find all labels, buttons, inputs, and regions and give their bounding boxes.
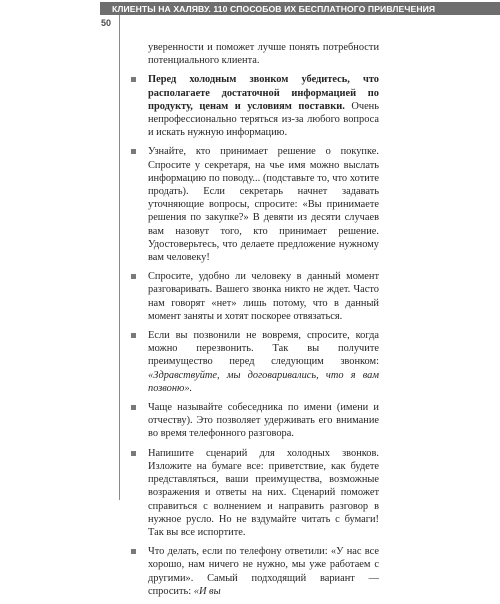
bullet-item-6: [148, 447, 379, 539]
bullet-bold-text: Перед холодным звонком убедитесь, что располагаете достаточной информацией по продукту, ценам и условиям поставки.: [148, 74, 379, 112]
bullet-italic-text: «Здравствуйте, мы договаривались, что я вам позвоню».: [148, 369, 379, 394]
bullet-item-4: [148, 329, 379, 395]
intro-text: уверенности и поможет лучше понять потребности потенциального клиента.: [148, 42, 379, 67]
square-bullet-icon: [131, 451, 136, 456]
bullet-item-5: [148, 401, 379, 441]
intro-paragraph: [148, 41, 379, 67]
square-bullet-icon: [131, 549, 136, 554]
bullet-item-7: [148, 545, 379, 598]
bullet-text: Спросите, удобно ли человеку в данный момент разговаривать. Вашего звонка никто не ждет. Часто нам говорят «нет» лишь потому, что в данный момент заняты и хотят поскорее отвязаться.: [148, 271, 379, 322]
page-number: 50: [101, 18, 112, 28]
square-bullet-icon: [131, 274, 136, 279]
square-bullet-icon: [131, 149, 136, 154]
margin-rule: [119, 15, 120, 500]
bullet-text: Чаще называйте собеседника по имени (имени и отчеству). Это позволяет удерживать его внимание во время телефонного разговора.: [148, 402, 379, 440]
square-bullet-icon: [131, 333, 136, 338]
page-body: [148, 41, 379, 604]
bullet-text: Узнайте, кто принимает решение о покупке. Спросите у секретаря, на чье имя можно выслать информацию по поводу... (подставьте то, что хотите продать). Если секретарь начнет задавать уточняющие вопросы, спросите: «Вы принимаете решения по закупке?» В девяти из десяти случаев вам назовут того, кто принимает решение. Удостоверьтесь, что делаете предложение нужному вам человеку!: [148, 146, 379, 264]
bullet-item-2: [148, 145, 379, 264]
square-bullet-icon: [131, 77, 136, 82]
bullet-italic-text: «И вы: [193, 585, 221, 597]
bullet-text: Если вы позвонили не вовремя, спросите, когда можно перезвонить. Так вы получите преимущество перед следующим звонком:: [148, 330, 379, 368]
bullet-item-3: [148, 270, 379, 323]
bullet-text: Очень непрофессионально теряться из-за любого вопроса и искать нужную информацию.: [148, 100, 379, 139]
square-bullet-icon: [131, 405, 136, 410]
running-header-title: КЛИЕНТЫ НА ХАЛЯВУ. 110 СПОСОБОВ ИХ БЕСПЛАТНОГО ПРИВЛЕЧЕНИЯ: [112, 4, 436, 14]
bullet-item-1: [148, 73, 379, 139]
bullet-text: Напишите сценарий для холодных звонков. Изложите на бумаге все: приветствие, как будете представляться, ваши преимущества, возможные возражения и ответы на них. Сценарий поможет справиться с волнением и направить разговор в нужное русло. Но не вздумайте читать с бумаги! Так вы все испортите.: [148, 447, 379, 538]
bullet-text: Что делать, если по телефону ответили: «У нас все хорошо, нам ничего не нужно, мы уже работаем с другими». Самый подходящий вариант — спросить:: [148, 546, 379, 597]
